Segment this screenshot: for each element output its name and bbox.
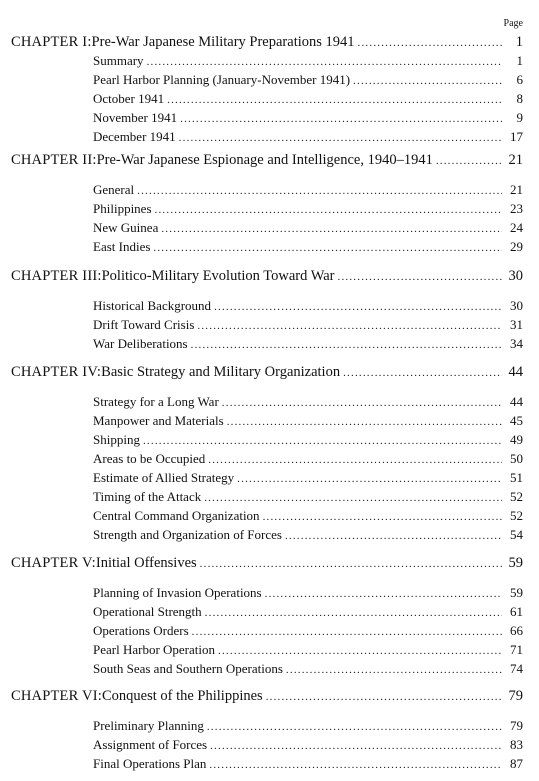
section-entry[interactable] [93, 317, 523, 335]
section-title: Pearl Harbor Planning (January-November 1941) [93, 72, 351, 87]
dot-leader [237, 473, 502, 485]
dot-leader [147, 56, 502, 68]
dot-leader [155, 204, 502, 216]
section-title: Central Command Organization [93, 508, 260, 523]
section-entry[interactable] [93, 91, 523, 109]
section-page-number: 31 [510, 317, 523, 332]
chapter-title: Pre-War Japanese Military Preparations 1941 [91, 34, 355, 50]
chapter-label: CHAPTER IV: [11, 364, 102, 380]
section-page-number: 87 [510, 756, 523, 771]
section-title: South Seas and Southern Operations [93, 661, 283, 676]
section-page-number: 21 [510, 182, 523, 197]
dot-leader [286, 664, 502, 676]
dot-leader [218, 645, 502, 657]
chapter-label: CHAPTER III: [11, 268, 102, 284]
chapter-page-number: 79 [508, 688, 523, 704]
chapter-entry[interactable] [11, 152, 523, 170]
section-title: Manpower and Materials [93, 413, 224, 428]
section-title: Final Operations Plan [93, 756, 207, 771]
section-entry[interactable] [93, 72, 523, 90]
section-title: November 1941 [93, 110, 178, 125]
dot-leader [137, 185, 502, 197]
section-entry[interactable] [93, 623, 523, 641]
section-entry[interactable] [93, 718, 523, 736]
chapter-title: Initial Offensives [95, 555, 197, 571]
section-title: Historical Background [93, 298, 212, 313]
section-page-number: 66 [510, 623, 523, 638]
section-page-number: 50 [510, 451, 523, 466]
section-page-number: 6 [516, 72, 523, 87]
dot-leader [205, 607, 502, 619]
dot-leader [179, 132, 502, 144]
section-entry[interactable] [93, 201, 523, 219]
section-page-number: 30 [510, 298, 523, 313]
dot-leader [266, 691, 502, 703]
chapter-page-number: 1 [515, 34, 523, 50]
chapter-label: CHAPTER V: [11, 555, 96, 571]
section-title: Drift Toward Crisis [93, 317, 195, 332]
dot-leader [191, 339, 502, 351]
dot-leader [143, 435, 502, 447]
section-title: Pearl Harbor Operation [93, 642, 216, 657]
chapter-page-number: 21 [508, 152, 523, 168]
chapter-entry[interactable] [11, 364, 523, 382]
dot-leader [343, 367, 502, 379]
section-title: East Indies [93, 239, 151, 254]
section-title: Strategy for a Long War [93, 394, 219, 409]
section-page-number: 1 [516, 53, 523, 68]
section-entry[interactable] [93, 129, 523, 147]
dot-leader [161, 223, 502, 235]
section-title: Preliminary Planning [93, 718, 204, 733]
section-title: Summary [93, 53, 144, 68]
section-page-number: 29 [510, 239, 523, 254]
section-title: Shipping [93, 432, 140, 447]
section-title: Strength and Organization of Forces [93, 527, 282, 542]
section-title: October 1941 [93, 91, 165, 106]
section-entry[interactable] [93, 470, 523, 488]
dot-leader [285, 530, 502, 542]
section-page-number: 83 [510, 737, 523, 752]
section-entry[interactable] [93, 182, 523, 200]
section-title: Operational Strength [93, 604, 202, 619]
chapter-entry[interactable] [11, 555, 523, 573]
chapter-entry[interactable] [11, 268, 523, 286]
dot-leader [153, 242, 502, 254]
section-title: Philippines [93, 201, 152, 216]
section-entry[interactable] [93, 489, 523, 507]
section-page-number: 34 [510, 336, 523, 351]
section-title: Timing of the Attack [93, 489, 202, 504]
chapter-label: CHAPTER VI: [11, 688, 102, 704]
section-page-number: 9 [516, 110, 523, 125]
chapter-page-number: 44 [508, 364, 523, 380]
dot-leader [353, 75, 502, 87]
section-page-number: 59 [510, 585, 523, 600]
section-entry[interactable] [93, 661, 523, 679]
section-entry[interactable] [93, 451, 523, 469]
dot-leader [208, 454, 502, 466]
section-entry[interactable] [93, 585, 523, 603]
dot-leader [209, 759, 502, 771]
chapter-entry[interactable] [11, 34, 523, 52]
section-page-number: 8 [516, 91, 523, 106]
section-title: Planning of Invasion Operations [93, 585, 262, 600]
dot-leader [263, 511, 502, 523]
chapter-label: CHAPTER II: [11, 152, 97, 168]
section-entry[interactable] [93, 53, 523, 71]
section-entry[interactable] [93, 527, 523, 545]
section-title: New Guinea [93, 220, 159, 235]
dot-leader [204, 492, 502, 504]
section-title: General [93, 182, 135, 197]
dot-leader [167, 94, 502, 106]
section-title: Operations Orders [93, 623, 189, 638]
dot-leader [192, 626, 502, 638]
dot-leader [200, 558, 502, 570]
chapter-label: CHAPTER I: [11, 34, 92, 50]
dot-leader [210, 740, 502, 752]
chapter-title: Pre-War Japanese Espionage and Intelligence, 1940–1941 [96, 152, 433, 168]
section-page-number: 17 [510, 129, 523, 144]
chapter-title: Politico-Military Evolution Toward War [101, 268, 335, 284]
dot-leader [227, 416, 502, 428]
dot-leader [180, 113, 502, 125]
section-title: Areas to be Occupied [93, 451, 206, 466]
section-entry[interactable] [93, 432, 523, 450]
section-page-number: 24 [510, 220, 523, 235]
dot-leader [338, 271, 503, 283]
section-page-number: 49 [510, 432, 523, 447]
chapter-entry[interactable] [11, 688, 523, 706]
section-page-number: 71 [510, 642, 523, 657]
chapter-page-number: 30 [508, 268, 523, 284]
section-entry[interactable] [93, 239, 523, 257]
section-page-number: 51 [510, 470, 523, 485]
section-page-number: 61 [510, 604, 523, 619]
section-entry[interactable] [93, 508, 523, 526]
dot-leader [222, 397, 502, 409]
section-title: Assignment of Forces [93, 737, 208, 752]
section-entry[interactable] [93, 110, 523, 128]
section-entry[interactable] [93, 756, 523, 774]
chapter-page-number: 59 [508, 555, 523, 571]
section-page-number: 44 [510, 394, 523, 409]
section-page-number: 52 [510, 508, 523, 523]
section-entry[interactable] [93, 336, 523, 354]
section-page-number: 54 [510, 527, 523, 542]
section-entry[interactable] [93, 413, 523, 431]
section-title: Estimate of Allied Strategy [93, 470, 235, 485]
dot-leader [358, 37, 502, 49]
page-column-header: Page [503, 18, 523, 29]
chapter-title: Basic Strategy and Military Organization [101, 364, 341, 380]
dot-leader [265, 588, 502, 600]
chapter-title: Conquest of the Philippines [101, 688, 263, 704]
section-title: War Deliberations [93, 336, 188, 351]
dot-leader [436, 155, 502, 167]
section-title: December 1941 [93, 129, 176, 144]
dot-leader [214, 301, 502, 313]
section-entry[interactable] [93, 298, 523, 316]
section-entry[interactable] [93, 604, 523, 622]
section-page-number: 74 [510, 661, 523, 676]
section-page-number: 23 [510, 201, 523, 216]
section-entry[interactable] [93, 394, 523, 412]
dot-leader [197, 320, 502, 332]
dot-leader [207, 721, 502, 733]
section-entry[interactable] [93, 220, 523, 238]
section-page-number: 52 [510, 489, 523, 504]
section-entry[interactable] [93, 737, 523, 755]
section-page-number: 45 [510, 413, 523, 428]
section-entry[interactable] [93, 642, 523, 660]
section-page-number: 79 [510, 718, 523, 733]
